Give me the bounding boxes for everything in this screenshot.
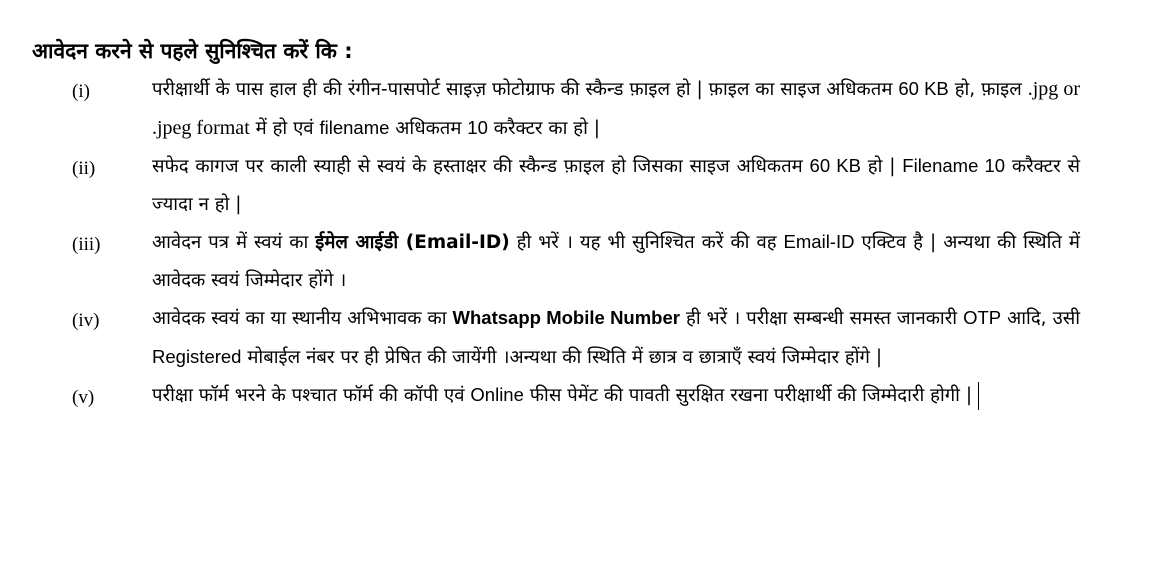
item-text (152, 299, 1080, 376)
text-part: मोबाईल नंबर पर ही प्रेषित की जायेंगी ।अन्यथा की स्थिति में छात्र व छात्राएँ स्वयं जिम्मेदार होंगे | (241, 346, 883, 368)
item-text (152, 376, 1080, 415)
instruction-item-1 (0, 70, 1175, 147)
text-part: Whatsapp Mobile Number (452, 307, 680, 328)
text-part: करैक्टर का हो | (487, 117, 600, 139)
text-part: अधिकतम (389, 117, 468, 139)
text-part: एक्टिव है | अन्यथा की स्थिति में आवेदक स्वयं जिम्मेदार होंगे । (152, 232, 1080, 291)
item-number: (ii) (72, 158, 96, 179)
text-part: परीक्षा फॉर्म भरने के पश्चात फॉर्म की कॉपी एवं (152, 385, 471, 406)
item-text (152, 70, 1080, 147)
item-number: (iv) (72, 310, 100, 331)
text-part: Email-ID (783, 231, 855, 252)
text-part: 10 (467, 116, 488, 138)
item-text (152, 223, 1080, 299)
text-part: आवेदक स्वयं का या स्थानीय अभिभावक का (152, 308, 453, 329)
text-part: ही भरें । यह भी सुनिश्चित करें की वह (509, 232, 784, 253)
instruction-item-2 (0, 147, 1175, 223)
text-part: filename (319, 116, 390, 138)
text-part: आदि, उसी (1001, 308, 1081, 329)
text-part: हो | (860, 156, 903, 177)
text-part: परीक्षार्थी के पास हाल ही की रंगीन-पासपोर्ट साइज़ फोटोग्राफ की स्कैन्ड फ़ाइल हो | फ़ाइल का साइज अधिकतम (152, 79, 899, 100)
text-part: फीस पेमेंट की पावती (523, 385, 676, 406)
instruction-item-3 (0, 223, 1175, 299)
text-part: .jpg or .jpeg format (152, 78, 1080, 139)
text-part: Online (470, 384, 524, 405)
text-part: सुरक्षित रखना परीक्षार्थी की जिम्मेदारी होगी | (675, 385, 973, 406)
text-part: 60 KB (809, 155, 861, 176)
text-part: Registered (152, 345, 242, 367)
text-part: सफेद कागज पर काली स्याही से स्वयं के हस्ताक्षर की स्कैन्ड फ़ाइल हो जिसका साइज अधिकतम (152, 156, 810, 177)
instructions-heading: आवेदन करने से पहले सुनिश्चित करें कि : (32, 39, 353, 63)
item-text (152, 147, 1080, 223)
text-part: ही भरें । परीक्षा सम्बन्धी समस्त जानकारी (679, 308, 964, 329)
text-part: हो, फ़ाइल (948, 79, 1028, 100)
instruction-list (0, 70, 1175, 415)
text-cursor-icon (978, 382, 979, 410)
text-part: करैक्टर से ज्यादा न हो | (152, 156, 1080, 215)
text-part: OTP (963, 307, 1002, 328)
text-part: ईमेल आईडी (Email-ID) (315, 232, 510, 253)
text-part: 60 KB (898, 78, 949, 99)
instruction-item-4 (0, 299, 1175, 376)
text-part: आवेदन पत्र में स्वयं का (152, 232, 316, 253)
item-number: (i) (72, 81, 90, 102)
item-number: (iii) (72, 234, 101, 255)
text-part: में हो एवं (249, 117, 320, 139)
instruction-item-5 (0, 376, 1175, 415)
item-number: (v) (72, 387, 95, 408)
text-part: Filename 10 (902, 155, 1006, 176)
